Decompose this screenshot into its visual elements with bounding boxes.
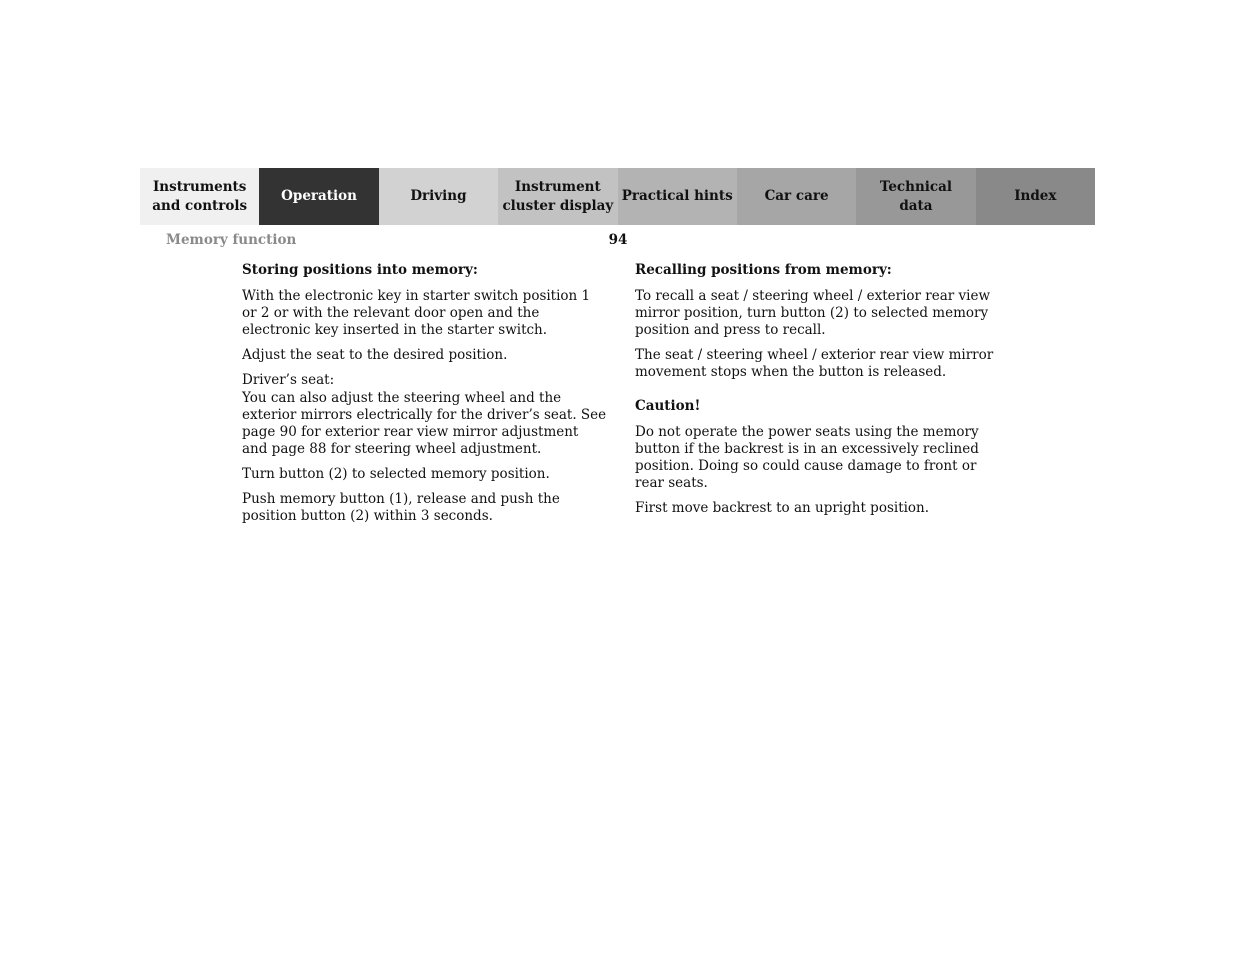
storing-paragraph-5: Push memory button (1), release and push the position button (2) within 3 seconds. (242, 491, 560, 524)
right-column (635, 262, 995, 525)
tab-index[interactable]: Index (976, 168, 1095, 225)
tab-operation[interactable]: Operation (259, 168, 378, 225)
tab-practical-hints[interactable]: Practical hints (618, 168, 737, 225)
tab-technical-data[interactable]: Technical data (856, 168, 975, 225)
chapter-nav (140, 168, 1095, 225)
caution-heading: Caution! (635, 398, 701, 414)
recalling-heading: Recalling positions from memory: (635, 262, 892, 278)
recalling-paragraph-4: First move backrest to an upright position. (635, 500, 930, 516)
storing-paragraph-4: Turn button (2) to selected memory position. (242, 466, 550, 482)
tab-instrument-cluster-display[interactable]: Instrument cluster display (498, 168, 617, 225)
page-number: 94 (608, 232, 628, 248)
tab-car-care[interactable]: Car care (737, 168, 856, 225)
recalling-paragraph-1: To recall a seat / steering wheel / exterior rear view mirror position, turn button (2) to selected memory position and press to recall. (635, 288, 991, 338)
left-column (242, 262, 607, 533)
drivers-seat-label: Driver’s seat: (242, 372, 335, 388)
storing-paragraph-2: Adjust the seat to the desired position. (242, 347, 508, 363)
caution-paragraph: Do not operate the power seats using the memory button if the backrest is in an excessively reclined position. Doing so could cause damage to front or rear seats. (635, 424, 979, 491)
section-title: Memory function (166, 232, 297, 248)
recalling-paragraph-2: The seat / steering wheel / exterior rear view mirror movement stops when the button is released. (635, 347, 994, 380)
storing-paragraph-3: You can also adjust the steering wheel and the exterior mirrors electrically for the driver’s seat. See page 90 for exterior rear view mirror adjustment and page 88 for steering wheel adjustment. (242, 390, 607, 457)
tab-instruments-and-controls[interactable]: Instruments and controls (140, 168, 259, 225)
tab-driving[interactable]: Driving (379, 168, 498, 225)
storing-paragraph-1: With the electronic key in starter switch position 1 or 2 or with the relevant door open and the electronic key inserted in the starter switch. (242, 288, 591, 338)
storing-heading: Storing positions into memory: (242, 262, 478, 278)
